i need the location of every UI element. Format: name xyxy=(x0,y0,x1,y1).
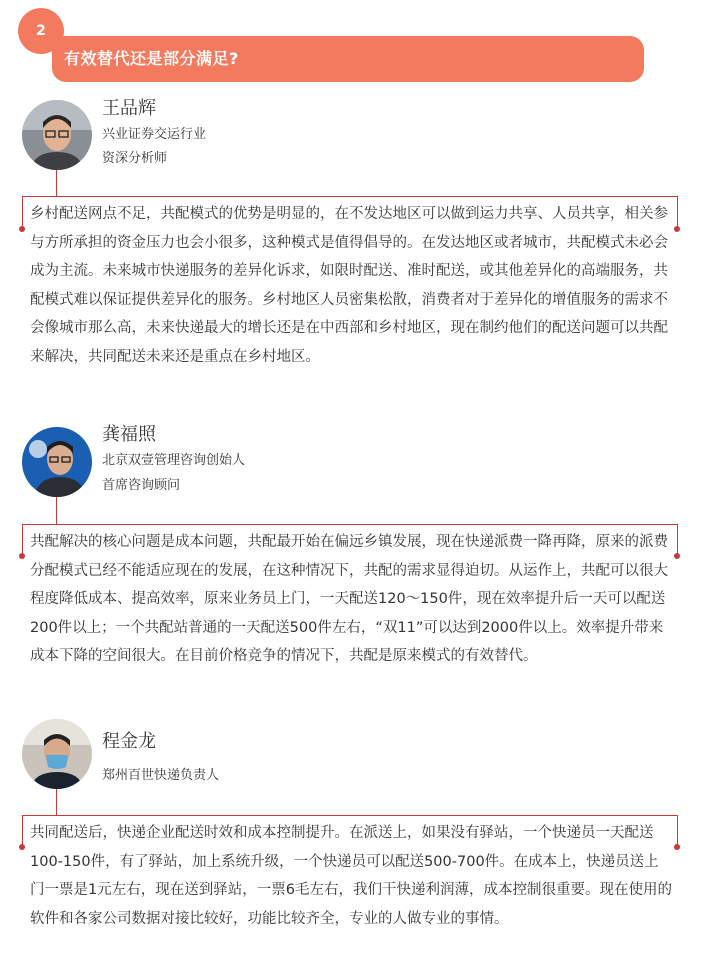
expert-role: 北京双壹管理咨询创始人 xyxy=(102,453,246,468)
avatar xyxy=(22,719,92,789)
section-number-badge: 2 xyxy=(18,8,64,54)
connector-line xyxy=(56,170,57,196)
connector-line xyxy=(56,789,57,815)
quote-frame-line xyxy=(22,196,678,197)
quote-frame-edge xyxy=(22,196,23,230)
expert-name: 程金龙 xyxy=(102,731,156,752)
expert-name: 王品辉 xyxy=(102,98,156,119)
section-title: 有效替代还是部分满足? xyxy=(64,49,239,68)
avatar-photo-icon xyxy=(22,719,92,789)
quote-frame-line xyxy=(22,524,678,525)
connector-line xyxy=(56,497,57,524)
expert-role: 资深分析师 xyxy=(102,151,168,166)
expert-role: 郑州百世快递负责人 xyxy=(102,768,220,783)
avatar xyxy=(22,100,92,170)
expert-quote: 乡村配送网点不足，共配模式的优势是明显的，在不发达地区可以做到运力共享、人员共享，相关参与方所承担的资金压力也会小很多，这种模式是值得倡导的。在发达地区或者城市，共配模式未必会成为主流。未来城市快递服务的差异化诉求，如限时配送、准时配送，或其他差异化的高端服务，共配模式难以保证提供差异化的服务。乡村地区人员密集松散，消费者对于差异化的增值服务的需求不会像城市那么高，未来快递最大的增长还是在中西部和乡村地区，现在制约他们的配送问题可以共配来解决，共同配送未来还是重点在乡村地区。 xyxy=(30,206,668,365)
quote-marker-dot xyxy=(19,226,25,232)
expert-quote: 共同配送后，快递企业配送时效和成本控制提升。在派送上，如果没有驿站，一个快递员一天配送100-150件，有了驿站，加上系统升级，一个快递员可以配送500-700件。在成本上，快递员送上门一票是1元左右，现在送到驿站，一票6毛左右，我们干快递利润薄，成本控制很重要。现在使用的软件和各家公司数据对接比较好，功能比较齐全，专业的人做专业的事情。 xyxy=(30,825,672,927)
expert-role: 首席咨询顾问 xyxy=(102,478,181,493)
avatar-photo-icon xyxy=(22,427,92,497)
quote-marker-dot xyxy=(674,553,680,559)
quote-marker-dot xyxy=(674,226,680,232)
quote-frame-line xyxy=(22,815,678,816)
quote-marker-dot xyxy=(19,844,25,850)
avatar-photo-icon xyxy=(22,100,92,170)
expert-quote: 共配解决的核心问题是成本问题，共配最开始在偏远乡镇发展，现在快递派费一降再降，原来的派费分配模式已经不能适应现在的发展，在这种情况下，共配的需求显得迫切。从运作上，共配可以很大程度降低成本、提高效率，原来业务员上门，一天配送120～150件，现在效率提升后一天可以配送200件以上；一个共配站普通的一天配送500件左右，“双11”可以达到2000件以上。效率提升带来成本下降的空间很大。在目前价格竞争的情况下，共配是原来模式的有效替代。 xyxy=(30,534,668,665)
quote-marker-dot xyxy=(19,553,25,559)
avatar xyxy=(22,427,92,497)
quote-frame-edge xyxy=(677,196,678,230)
expert-role: 兴业证券交运行业 xyxy=(102,127,207,142)
expert-name: 龚福照 xyxy=(102,424,156,445)
quote-marker-dot xyxy=(674,844,680,850)
